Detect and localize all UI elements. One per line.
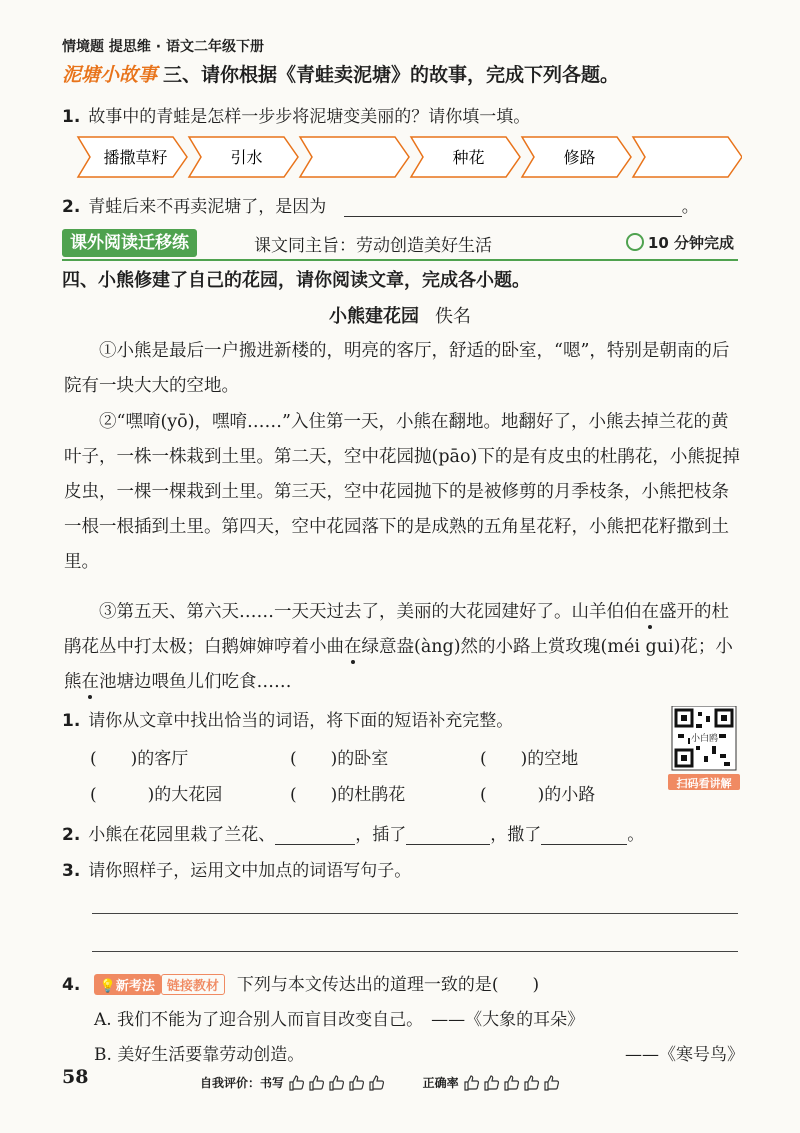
dotted-word: 在 <box>81 672 99 692</box>
section4-question-3: 3. 请你照样子，运用文中加点的词语写句子。 <box>62 861 412 881</box>
thumbs-up-icon[interactable] <box>328 1074 346 1092</box>
chain-step-label: 种花 <box>452 148 485 167</box>
qr-label: 扫码看讲解 <box>676 777 732 790</box>
reading-band-theme: 课文同主旨：劳动创造美好生活 <box>254 236 492 256</box>
page-number: 58 <box>62 1066 89 1088</box>
qr-code[interactable] <box>668 706 740 790</box>
fill-item[interactable]: ( )的大花园 <box>90 785 223 805</box>
option-a[interactable]: A. 我们不能为了迎合别人而盲目改变自己。 ——《大象的耳朵》 <box>94 1010 585 1030</box>
reading-band <box>62 229 738 261</box>
fill-row-1 <box>90 744 578 769</box>
option-b[interactable]: B. 美好生活要靠劳动创造。 ——《寒号鸟》 <box>94 1045 744 1065</box>
chain-step <box>189 137 298 177</box>
clock-icon <box>626 233 644 251</box>
answer-blank[interactable] <box>275 826 355 845</box>
thumbs-up-icon[interactable] <box>503 1074 521 1092</box>
thumbs-up-icon[interactable] <box>463 1074 481 1092</box>
paragraph-3: ③第五天、第六天……一天天过去了，美丽的大花园建好了。山羊伯伯在盛开的杜鹃花丛中打太极；白鹅婶婶哼着小曲在绿意盎(àng)然的小路上赏玫瑰(méi gui)花；小熊在池塘边喂鱼儿们吃食…… <box>64 602 733 692</box>
self-evaluation: 自我评价：书写 正确率 <box>200 1074 563 1092</box>
chain-step-label: 修路 <box>563 148 596 167</box>
reading-band-tag: 课外阅读迁移练 <box>62 229 197 257</box>
answer-blank[interactable] <box>541 826 627 845</box>
chain-step[interactable] <box>300 137 409 177</box>
section4-question-4: 4. 💡新考法 链接教材 下列与本文传达出的道理一致的是( ) <box>62 975 540 995</box>
new-test-badge: 💡新考法 <box>94 974 161 995</box>
section3-instruction: 三、请你根据《青蛙卖泥塘》的故事，完成下列各题。 <box>163 64 620 86</box>
fill-item[interactable]: ( )的小路 <box>480 785 596 805</box>
answer-blank[interactable] <box>406 826 490 845</box>
section4-instruction: 四、小熊修建了自己的花园，请你阅读文章，完成各小题。 <box>62 270 530 291</box>
paragraph-1: ①小熊是最后一户搬进新楼的，明亮的客厅，舒适的卧室，“嗯”，特别是朝南的后院有一块大大的空地。 <box>64 341 730 396</box>
article-title: 小熊建花园 佚名 <box>329 306 471 327</box>
thumbs-up-icon[interactable] <box>348 1074 366 1092</box>
qr-brand: 小白鸥 <box>690 730 719 745</box>
dotted-word: 在 <box>641 602 659 622</box>
paragraph-2: ②“嘿唷(yō)，嘿唷……”入住第一天，小熊在翻地。地翻好了，小熊去掉兰花的黄叶子，一株一株栽到土里。第二天，空中花园抛(pāo)下的是有皮虫的杜鹃花，小熊捉掉皮虫，一棵一棵栽到土里。第三天，空中花园抛下的是被修剪的月季枝条，小熊把枝条一根一根插到土里。第四天，空中花园落下的是成熟的五角星花籽，小熊把花籽撒到土里。 <box>64 412 740 572</box>
answer-line[interactable] <box>92 913 738 914</box>
thumbs-up-icon[interactable] <box>543 1074 561 1092</box>
section3-heading <box>62 60 619 87</box>
thumbs-up-icon[interactable] <box>288 1074 306 1092</box>
process-chain <box>76 135 742 179</box>
chain-step <box>78 137 187 177</box>
section3-tag: 泥塘小故事 <box>62 64 158 86</box>
answer-line[interactable] <box>92 951 738 952</box>
chain-step <box>411 137 520 177</box>
chain-step[interactable] <box>633 137 742 177</box>
section3-question-2: 2. 青蛙后来不再卖泥塘了，是因为 。 <box>62 197 699 217</box>
fill-item[interactable]: ( )的空地 <box>480 749 579 769</box>
timer: 10 分钟完成 <box>626 232 734 253</box>
fill-item[interactable]: ( )的卧室 <box>290 749 389 769</box>
link-textbook-badge: 链接教材 <box>161 974 225 995</box>
chain-step-label: 引水 <box>230 148 263 167</box>
section4-question-1: 1. 请你从文章中找出恰当的词语，将下面的短语补充完整。 <box>62 711 514 731</box>
book-title: 情境题 提思维 · 语文二年级下册 <box>62 39 264 55</box>
section3-question-1: 1. 故事中的青蛙是怎样一步步将泥塘变美丽的？请你填一填。 <box>62 107 531 127</box>
process-chain-svg <box>76 135 742 179</box>
thumbs-up-icon[interactable] <box>368 1074 386 1092</box>
answer-blank[interactable] <box>344 198 682 217</box>
thumbs-up-icon[interactable] <box>483 1074 501 1092</box>
fill-item[interactable]: ( )的客厅 <box>90 749 189 769</box>
dotted-word: 在 <box>344 637 362 657</box>
fill-item[interactable]: ( )的杜鹃花 <box>290 785 406 805</box>
section4-question-2: 2. 小熊在花园里栽了兰花、 ，插了 ，撒了 。 <box>62 825 645 845</box>
chain-step-label: 播撒草籽 <box>103 148 168 167</box>
thumbs-up-icon[interactable] <box>308 1074 326 1092</box>
thumbs-up-icon[interactable] <box>523 1074 541 1092</box>
article-author: 佚名 <box>435 306 471 327</box>
bulb-icon: 💡 <box>99 979 116 994</box>
chain-step <box>522 137 631 177</box>
fill-row-2 <box>90 780 595 805</box>
